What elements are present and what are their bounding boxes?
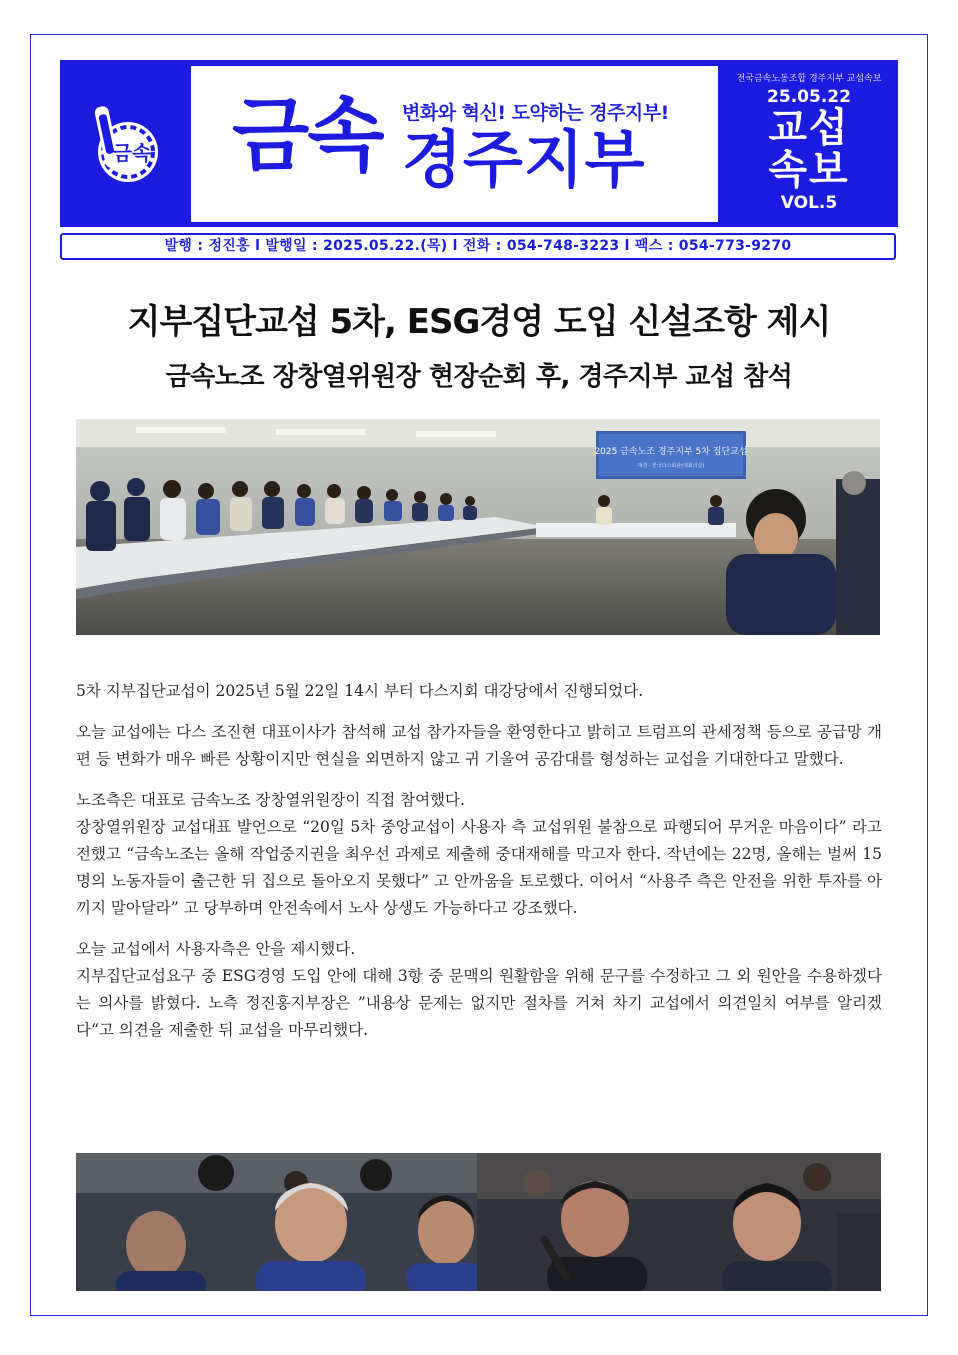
issue-title-line1: 교섭 — [768, 105, 850, 151]
paragraph-3a: 노조측은 대표로 금속노조 장창열위원장이 직접 참여했다. — [76, 791, 465, 809]
meeting-hall-illustration — [76, 419, 880, 635]
issue-org: 전국금속노동조합 경주지부 교섭속보 — [736, 74, 882, 84]
masthead-brand: 금속 — [232, 89, 383, 182]
page-subtitle: 금속노조 장창열위원장 현장순회 후, 경주지부 교섭 참석 — [165, 362, 793, 392]
publication-info-bar: 발행 : 정진홍 l 발행일 : 2025.05.22.(목) l 전화 : 054-748-3223 l 팩스 : 054-773-9270 — [60, 233, 896, 260]
issue-box — [724, 66, 894, 222]
svg-text:금속: 금속 — [112, 141, 152, 165]
issue-volume: VOL.5 — [780, 193, 838, 213]
article-body — [76, 678, 882, 1058]
issue-date: 25.05.22 — [767, 87, 851, 107]
banner-line1: 2025 금속노조 경주지부 5차 집단교섭 — [594, 447, 748, 457]
paragraph-4b: 지부집단교섭요구 중 ESG경영 도입 안에 대해 3항 중 문맥의 원활함을 위해 문구를 수정하고 그 외 원안을 수용하겠다는 의사를 밝혔다. 노측 정진홍지부장은 ”내용상 문제는 없지만 절차를 거쳐 차기 교섭에서 의견일치 여부를 알리겠다“고 의견을 제출한 뒤 교섭을 마무리했다. — [76, 967, 882, 1039]
delegates-right-illustration — [477, 1153, 881, 1291]
paragraph-1: 5차 지부집단교섭이 2025년 5월 22일 14시 부터 다스지회 대강당에서 진행되었다. — [76, 682, 644, 700]
paragraph-3b: 장창열위원장 교섭대표 발언으로 “20일 5차 중앙교섭이 사용자 측 교섭위원 불참으로 파행되어 무거운 마음이다” 라고 전했고 “금속노조는 올해 작업중지권을 최우선 과제로 제출해 중대재해를 막고자 한다. 작년에는 22명, 올해는 벌써 15명의 노동자들이 출근한 뒤 집으로 돌아오지 못했다” 고 안까움을 토로했다. 이어서 “사용주 측은 안전을 위한 투자를 아끼지 말아달라” 고 당부하며 안전속에서 노사 상생도 가능하다고 강조했다. — [76, 818, 882, 917]
masthead-slogan: 변화와 혁신! 도약하는 경주지부! — [402, 102, 669, 124]
issue-title-line2: 속보 — [768, 147, 850, 193]
masthead-branch: 경주지부 — [402, 123, 646, 196]
banner-line2: 대경 · 한국다스회관(대회의실) — [637, 463, 705, 469]
union-logo-icon — [92, 100, 162, 190]
paragraph-2: 오늘 교섭에는 다스 조진현 대표이사가 참석해 교섭 참가자들을 환영한다고 밝히고 트럼프의 관세정책 등으로 공급망 개편 등 변화가 매우 빠른 상황이지만 현실을 외면하지 않고 귀 기울여 공감대를 형성하는 교섭을 기대한다고 말했다. — [76, 723, 882, 768]
delegates-photo-left — [76, 1153, 477, 1291]
page-title: 지부집단교섭 5차, ESG경영 도입 신설조항 제시 — [127, 302, 831, 342]
delegates-left-illustration — [76, 1153, 477, 1291]
meeting-hall-photo — [76, 419, 880, 635]
delegates-photo-right — [477, 1153, 881, 1291]
paragraph-4a: 오늘 교섭에서 사용자측은 안을 제시했다. — [76, 940, 356, 958]
